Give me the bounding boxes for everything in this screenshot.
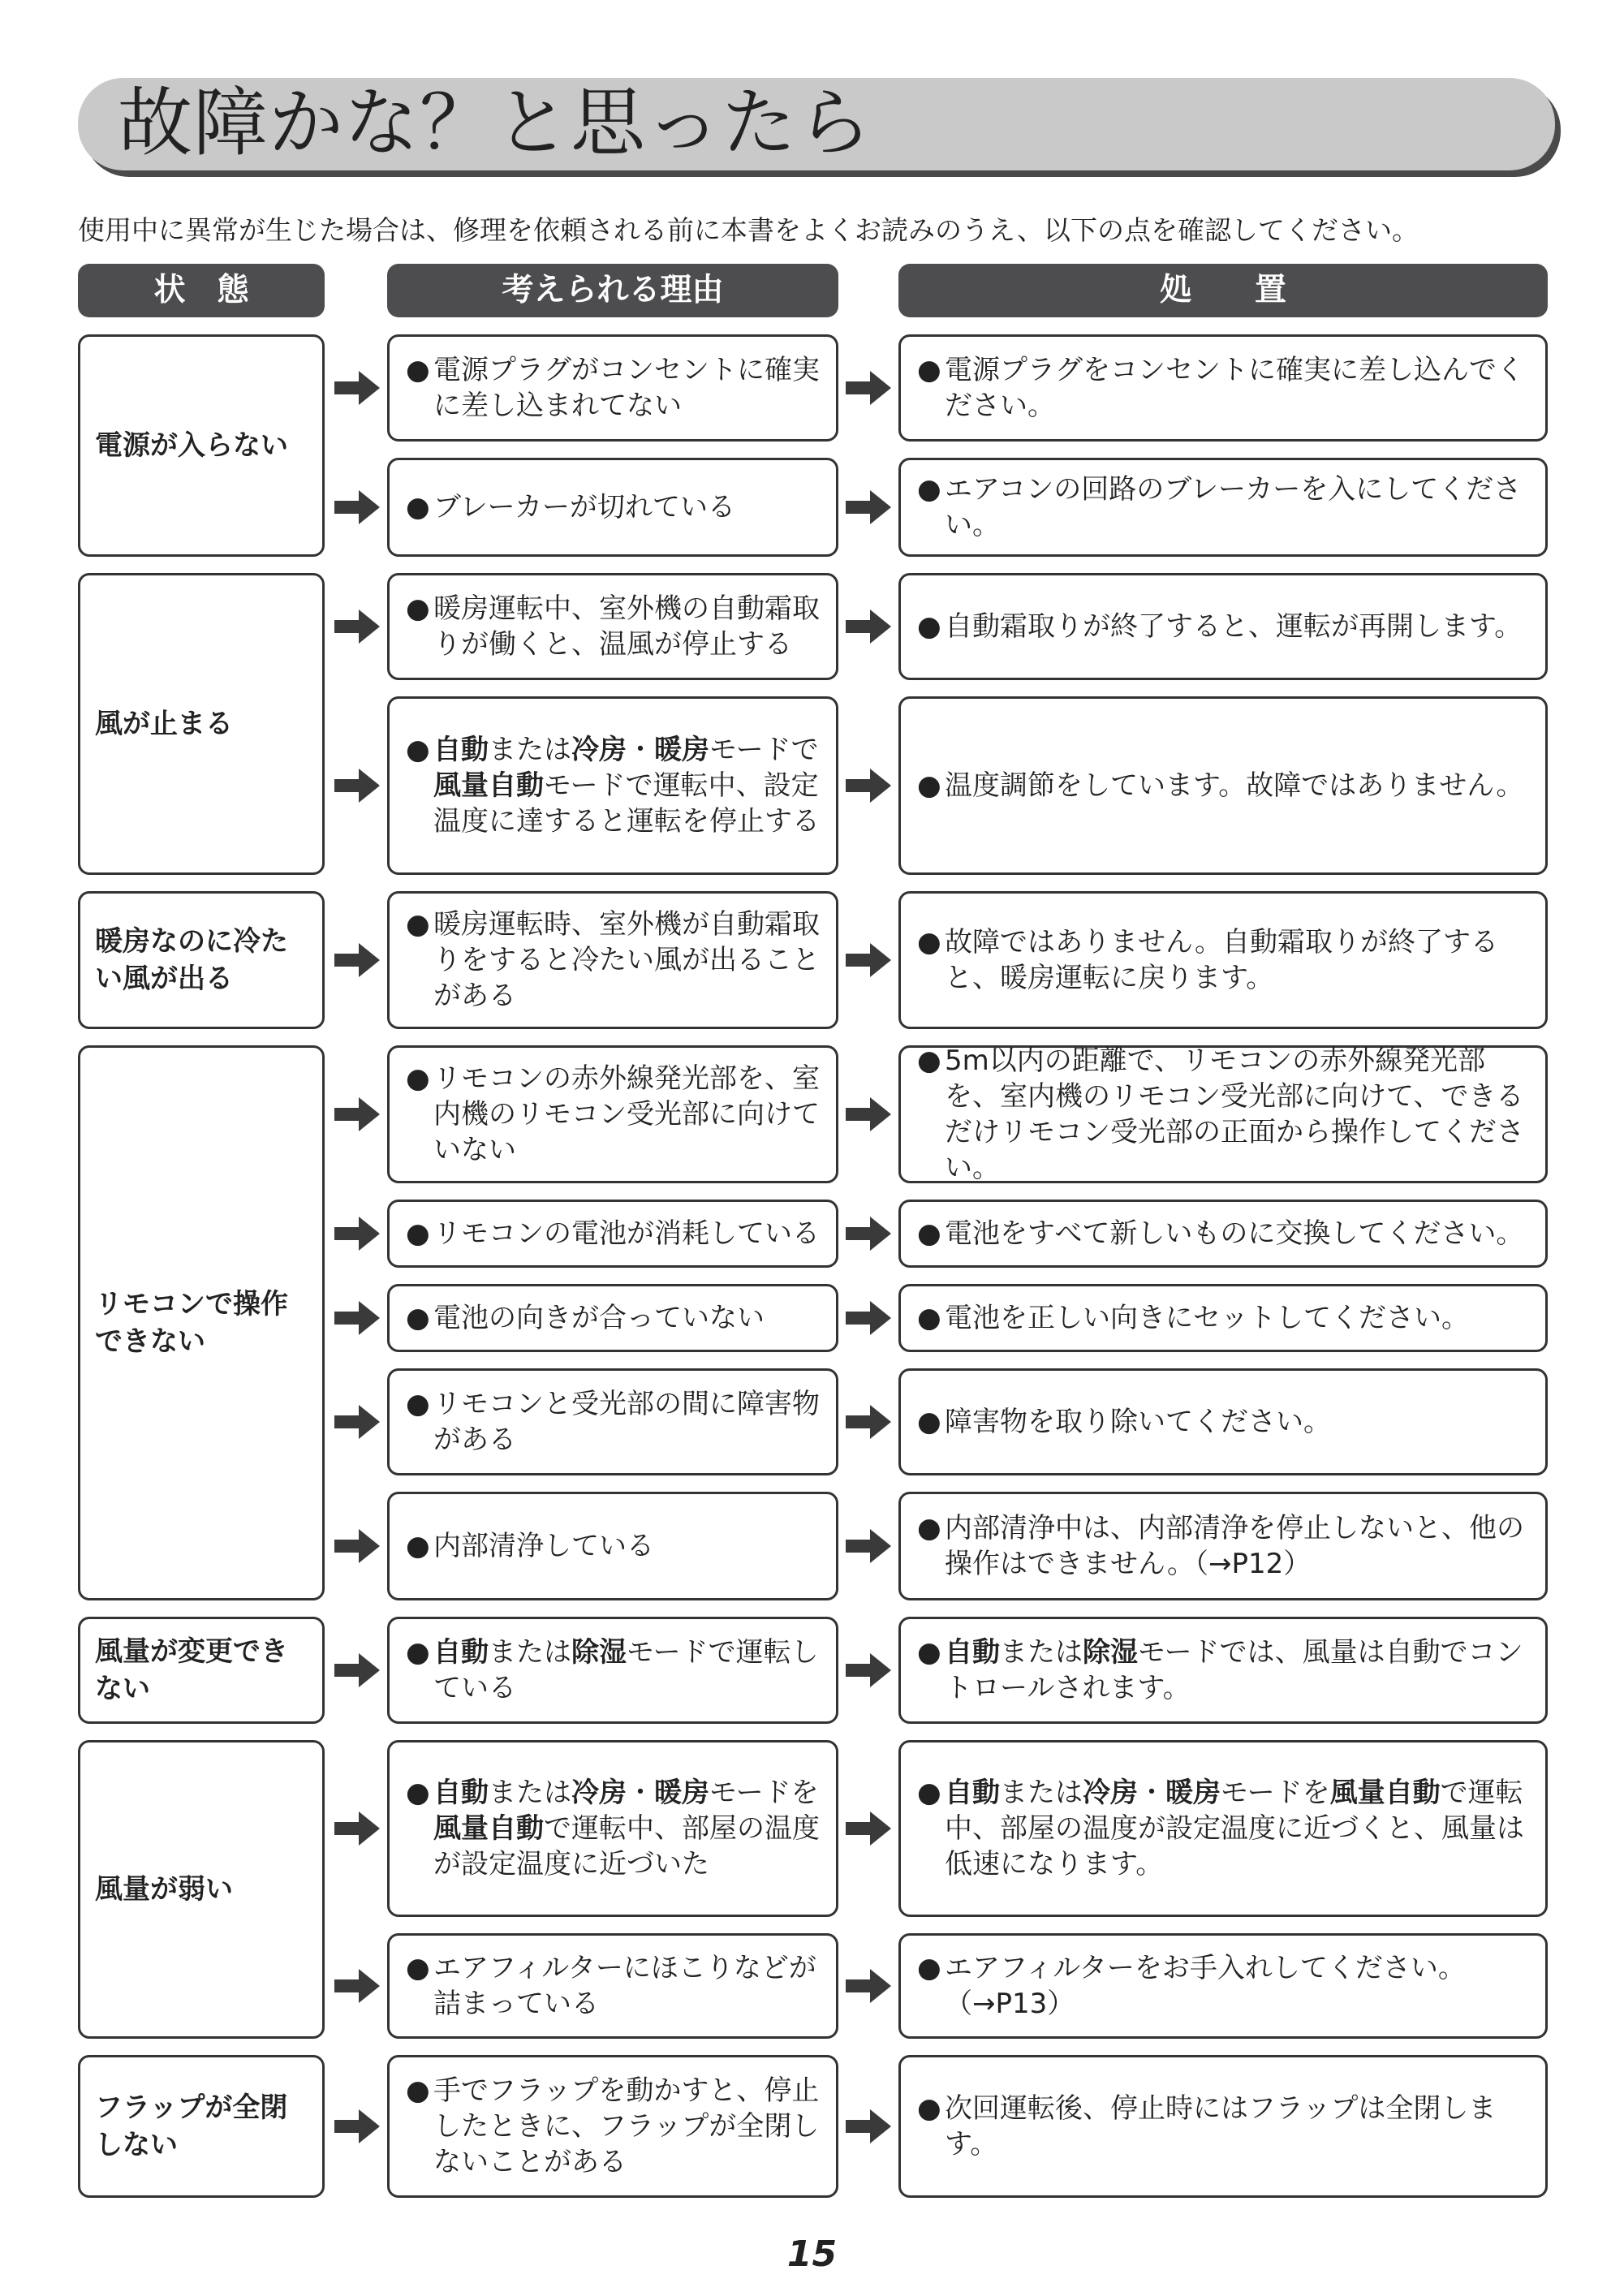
bullet-icon: ● [406, 908, 430, 941]
action-box [898, 696, 1548, 875]
state-box [78, 1617, 325, 1724]
intro-text: 使用中に異常が生じた場合は、修理を依頼される前に本書をよくお読みのうえ、以下の点を確認してください。 [78, 214, 1419, 246]
state-label: フラップが全閉しない [95, 2091, 288, 2161]
arrow-icon [333, 1526, 381, 1566]
bullet-icon: ● [406, 1062, 430, 1095]
reason-text: 暖房運転時、室外機が自動霜取りをすると冷たい風が出ることがある [433, 908, 820, 1012]
arrow-icon [844, 1402, 893, 1442]
reason-box [387, 1368, 838, 1475]
state-label: 電源が入らない [95, 429, 288, 462]
action-text: 障害物を取り除いてください。 [945, 1406, 1331, 1438]
state-label: 風が止まる [95, 708, 233, 740]
arrow-icon [333, 1298, 381, 1338]
arrow-icon [844, 606, 893, 647]
bullet-icon: ● [917, 2092, 941, 2125]
reason-text: ブレーカーが切れている [433, 491, 735, 523]
bullet-icon: ● [917, 926, 941, 958]
reason-box [387, 1284, 838, 1352]
action-box [898, 573, 1548, 680]
action-text: 自動または冷房・暖房モードを風量自動で運転中、部屋の温度が設定温度に近づくと、風量は低速になります。 [945, 1777, 1524, 1880]
action-text: 自動または除湿モードでは、風量は自動でコントロールされます。 [945, 1636, 1523, 1704]
arrow-icon [844, 1526, 893, 1566]
bullet-icon: ● [406, 1388, 430, 1420]
state-box [78, 2055, 325, 2198]
action-text: エアコンの回路のブレーカーを入にしてください。 [945, 473, 1522, 541]
reason-text: リモコンの電池が消耗している [433, 1217, 820, 1250]
action-text: 電池をすべて新しいものに交換してください。 [945, 1217, 1524, 1250]
bullet-icon: ● [406, 1777, 430, 1809]
reason-text: リモコンの赤外線発光部を、室内機のリモコン受光部に向けていない [433, 1062, 820, 1166]
arrow-icon [844, 1298, 893, 1338]
page-number: 15 [786, 2234, 838, 2275]
arrow-icon [844, 2106, 893, 2147]
state-box [78, 1045, 325, 1600]
action-box [898, 1200, 1548, 1268]
arrow-icon [333, 1966, 381, 2006]
state-label: 暖房なのに冷たい風が出る [95, 925, 288, 995]
header-reason: 考えられる理由 [387, 264, 838, 317]
arrow-icon [333, 940, 381, 980]
reason-box [387, 891, 838, 1029]
arrow-icon [333, 765, 381, 806]
bullet-icon: ● [406, 592, 430, 625]
bullet-icon: ● [917, 1952, 941, 1984]
state-box [78, 891, 325, 1029]
arrow-icon [844, 1094, 893, 1135]
action-box [898, 458, 1548, 557]
arrow-icon [844, 368, 893, 408]
reason-box [387, 1492, 838, 1600]
bullet-icon: ● [406, 1952, 430, 1984]
reason-box [387, 334, 838, 442]
arrow-icon [333, 1808, 381, 1849]
reason-box [387, 458, 838, 557]
action-text: 次回運転後、停止時にはフラップは全閉します。 [945, 2092, 1497, 2160]
action-text: 内部清浄中は、内部清浄を停止しないと、他の操作はできません。（→P12） [945, 1512, 1524, 1580]
header-state: 状 態 [78, 264, 325, 317]
bullet-icon: ● [917, 769, 941, 802]
action-text: 5m以内の距離で、リモコンの赤外線発光部を、室内機のリモコン受光部に向けて、できるだけリモコン受光部の正面から操作してください。 [945, 1045, 1524, 1184]
reason-text: 自動または除湿モードで運転している [433, 1636, 819, 1704]
arrow-icon [844, 487, 893, 528]
reason-text: 電源プラグがコンセントに確実に差し込まれてない [433, 354, 820, 422]
reason-text: 内部清浄している [433, 1530, 654, 1562]
arrow-icon [333, 368, 381, 408]
reason-box [387, 1740, 838, 1917]
action-text: 電源プラグをコンセントに確実に差し込んでください。 [945, 354, 1524, 422]
arrow-icon [333, 606, 381, 647]
action-text: 故障ではありません。自動霜取りが終了すると、暖房運転に戻ります。 [945, 926, 1499, 994]
bullet-icon: ● [917, 1217, 941, 1250]
bullet-icon: ● [917, 1045, 941, 1077]
bullet-icon: ● [917, 1777, 941, 1809]
state-label: 風量が変更できない [95, 1635, 288, 1705]
state-box [78, 334, 325, 557]
action-text: 温度調節をしています。故障ではありません。 [945, 769, 1524, 802]
action-box [898, 334, 1548, 442]
state-box [78, 1740, 325, 2039]
arrow-icon [333, 2106, 381, 2147]
action-text: 電池を正しい向きにセットしてください。 [945, 1302, 1469, 1334]
bullet-icon: ● [917, 473, 941, 506]
bullet-icon: ● [406, 1302, 430, 1334]
action-box [898, 1617, 1548, 1724]
header-action: 処 置 [898, 264, 1548, 317]
arrow-icon [844, 1213, 893, 1254]
arrow-icon [333, 1094, 381, 1135]
action-box [898, 2055, 1548, 2198]
action-box [898, 1284, 1548, 1352]
action-text: 自動霜取りが終了すると、運転が再開します。 [945, 610, 1523, 643]
bullet-icon: ● [917, 1636, 941, 1669]
state-box [78, 573, 325, 875]
bullet-icon: ● [406, 734, 430, 766]
arrow-icon [333, 1402, 381, 1442]
arrow-icon [333, 487, 381, 528]
page-title: 故障かな？と思ったら [118, 80, 873, 166]
bullet-icon: ● [917, 1406, 941, 1438]
arrow-icon [333, 1213, 381, 1254]
bullet-icon: ● [406, 1217, 430, 1250]
arrow-icon [333, 1650, 381, 1691]
reason-text: 電池の向きが合っていない [433, 1302, 765, 1334]
bullet-icon: ● [406, 491, 430, 523]
bullet-icon: ● [406, 2074, 430, 2107]
action-box [898, 1045, 1548, 1183]
reason-text: 暖房運転中、室外機の自動霜取りが働くと、温風が停止する [433, 592, 820, 661]
state-label: 風量が弱い [95, 1873, 233, 1906]
reason-text: 手でフラップを動かすと、停止したときに、フラップが全閉しないことがある [433, 2074, 820, 2178]
bullet-icon: ● [917, 1302, 941, 1334]
action-box [898, 1740, 1548, 1917]
reason-box [387, 1200, 838, 1268]
action-text: エアフィルターをお手入れしてください。（→P13） [945, 1952, 1466, 2020]
action-box [898, 1368, 1548, 1475]
action-box [898, 891, 1548, 1029]
action-box [898, 1492, 1548, 1600]
bullet-icon: ● [917, 1512, 941, 1544]
bullet-icon: ● [406, 1636, 430, 1669]
reason-text: 自動または冷房・暖房モードで風量自動モードで運転中、設定温度に達すると運転を停止する [433, 734, 820, 838]
reason-box [387, 1045, 838, 1183]
reason-box [387, 1617, 838, 1724]
arrow-icon [844, 1966, 893, 2006]
reason-box [387, 2055, 838, 2198]
state-label: リモコンで操作できない [95, 1288, 288, 1358]
reason-box [387, 696, 838, 875]
action-box [898, 1933, 1548, 2039]
reason-box [387, 573, 838, 680]
arrow-icon [844, 765, 893, 806]
reason-box [387, 1933, 838, 2039]
reason-text: リモコンと受光部の間に障害物がある [433, 1388, 820, 1456]
bullet-icon: ● [406, 354, 430, 386]
reason-text: エアフィルターにほこりなどが詰まっている [433, 1952, 816, 2020]
arrow-icon [844, 1650, 893, 1691]
arrow-icon [844, 940, 893, 980]
bullet-icon: ● [917, 354, 941, 386]
reason-text: 自動または冷房・暖房モードを風量自動で運転中、部屋の温度が設定温度に近づいた [433, 1777, 820, 1880]
bullet-icon: ● [406, 1530, 430, 1562]
arrow-icon [844, 1808, 893, 1849]
bullet-icon: ● [917, 610, 941, 643]
